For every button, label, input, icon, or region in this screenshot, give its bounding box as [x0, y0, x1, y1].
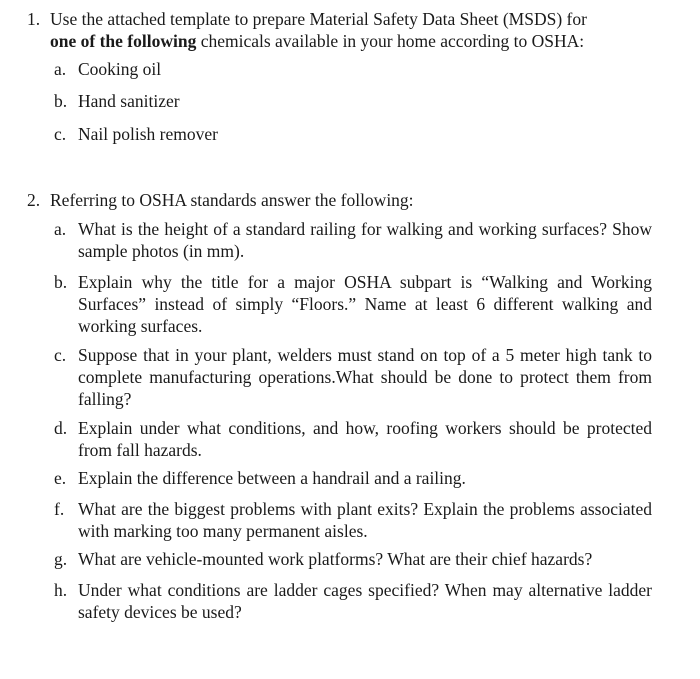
question-text [50, 8, 652, 52]
item-text: Explain the difference between a handrail and a railing. [78, 468, 466, 488]
question-line: Use the attached template to prepare Material Safety Data Sheet (MSDS) for [50, 9, 587, 29]
item-text: What are the biggest problems with plant exits? Explain the problems associated with marking too many permanent aisles. [78, 499, 652, 541]
item-text: Suppose that in your plant, welders must stand on top of a 5 meter high tank to complete manufacturing operations.What should be done to protect them from falling? [78, 345, 652, 409]
item-letter: g. [54, 549, 68, 569]
item-text: Cooking oil [78, 59, 162, 79]
question-line: chemicals available in your home according to OSHA: [196, 31, 585, 51]
item-letter: c. [54, 124, 67, 144]
item-text: Explain why the title for a major OSHA subpart is “Walking and Working Surfaces” instead of simply “Floors.” Name at least 6 different walking and working surfaces. [78, 272, 652, 336]
item-letter: e. [54, 468, 67, 488]
item-letter: a. [54, 59, 67, 79]
item-text: What is the height of a standard railing for walking and working surfaces? Show sample photos (in mm). [78, 219, 652, 261]
question-number: 2. [27, 190, 41, 210]
item-letter: f. [54, 499, 65, 519]
item-letter: b. [54, 91, 68, 111]
item-letter: d. [54, 418, 68, 438]
question-text: Referring to OSHA standards answer the following: [50, 190, 414, 210]
emphasis-text: one of the following [50, 31, 197, 51]
item-letter: c. [54, 345, 67, 365]
item-letter: b. [54, 272, 68, 292]
item-text: Under what conditions are ladder cages specified? When may alternative ladder safety devices be used? [78, 580, 652, 622]
item-letter: h. [54, 580, 68, 600]
item-text: Nail polish remover [78, 124, 218, 144]
question-number: 1. [27, 9, 41, 29]
item-letter: a. [54, 219, 67, 239]
item-text: Hand sanitizer [78, 91, 180, 111]
item-text: What are vehicle-mounted work platforms? What are their chief hazards? [78, 549, 593, 569]
item-text: Explain under what conditions, and how, roofing workers should be protected from fall hazards. [78, 418, 652, 460]
